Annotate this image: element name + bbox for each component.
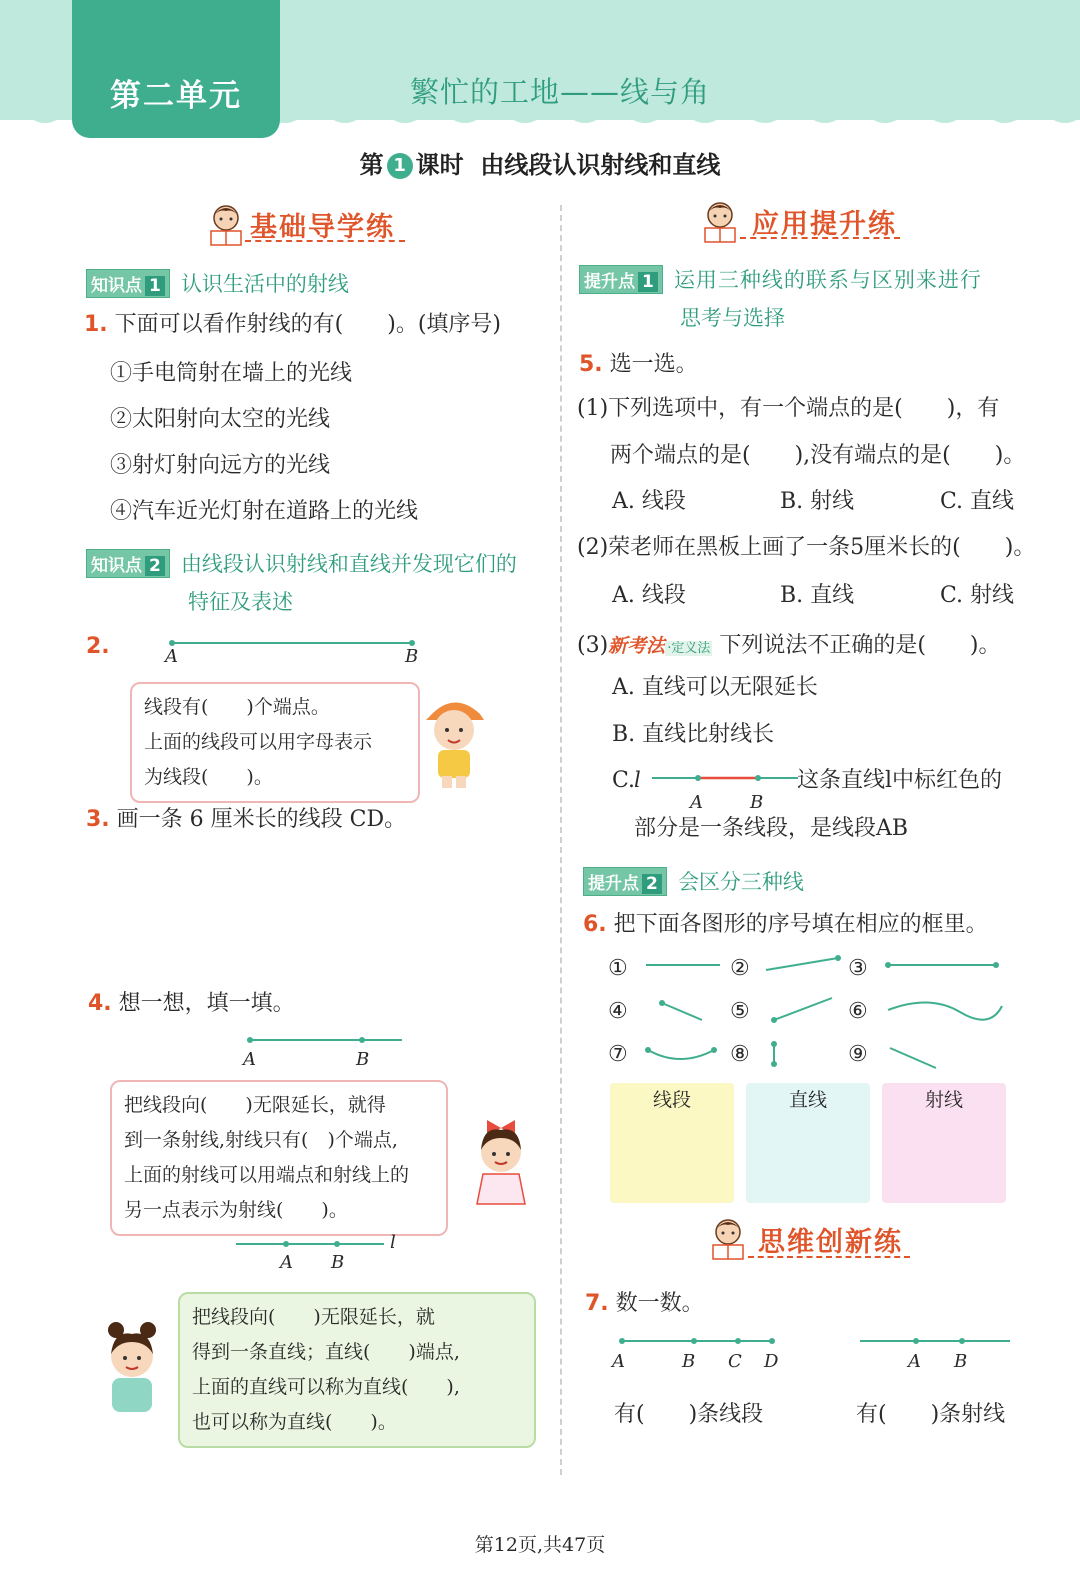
label-b: B [331,1252,345,1273]
point-a [283,1241,289,1247]
boy-with-cap-illustration [418,690,490,790]
lesson-title [0,145,1080,180]
point-b [959,1338,965,1344]
page-number: 第12页,共47页 [474,1534,606,1556]
bubble-line: 也可以称为直线( )。 [192,1411,397,1433]
label-a: A [908,1351,921,1372]
figure-5-endpoint [771,1017,777,1023]
q6 [583,912,988,938]
figure-mark-8: ⑧ [730,1042,750,1067]
q3 [86,807,406,833]
q4-ray-figure [240,1032,410,1052]
bubble-line: 线段有( )个端点。 [144,696,330,718]
lesson-suffix: 课时 [415,151,464,179]
figure-mark-4: ④ [608,999,628,1024]
q1-text: 下面可以看作射线的有( )。(填序号) [114,312,502,337]
kp1-tag-num: 1 [145,276,165,296]
label-l: l [634,768,641,792]
q5-part3-option-c-prefix: C. [612,768,636,793]
section-underline [740,237,900,239]
figure-4-endpoint [659,1000,665,1006]
kp2-text-line2: 特征及表述 [188,590,293,614]
figure-7-endpoint [711,1047,717,1053]
kp2-tag-label: 知识点 [91,556,142,576]
q6-number: 6. [583,912,607,937]
label-a: A [690,792,703,813]
bubble-line: 上面的线段可以用字母表示 [144,731,373,753]
point-c [735,1338,741,1344]
bubble-line: 把线段向( )无限延长，就得 [124,1094,386,1116]
knowledge-point-2 [86,548,517,578]
figure-5-ray [774,998,832,1020]
q7-text: 数一数。 [615,1291,704,1316]
point-b [755,775,761,781]
figure-mark-2: ② [730,956,750,981]
kp2-text-line1: 由线段认识射线和直线并发现它们的 [180,552,517,576]
q5-part3-option-b: B. 直线比射线长 [612,722,775,747]
q5-part2-text: (2)荣老师在黑板上画了一条5厘米长的( )。 [577,535,1036,560]
q4-text: 想一想，填一填。 [118,991,295,1016]
up1-text-line1: 运用三种线的联系与区别来进行 [673,268,982,292]
label-b: B [356,1049,370,1070]
point-b [691,1338,697,1344]
up2-text: 会区分三种线 [677,870,804,894]
q4-number: 4. [88,991,112,1016]
q5-part3-option-c-text: 这条直线l中标红色的 [797,768,1003,793]
q5-part2-option-a: A. 线段 [612,583,686,608]
q7-segment-figure [612,1333,782,1353]
section-basic-title: 基础导学练 [250,212,395,243]
up1-tag-label: 提升点 [584,272,635,292]
q5-part3-text: 下列说法不正确的是( )。 [719,633,1001,658]
label-b: B [682,1351,696,1372]
figure-mark-7: ⑦ [608,1042,628,1067]
q5-number: 5. [579,352,603,377]
q7 [585,1291,704,1317]
q3-number: 3. [86,807,110,832]
section-innovation-title: 思维创新练 [758,1227,903,1258]
answer-box-ray[interactable] [882,1083,1006,1203]
point-a [913,1338,919,1344]
figure-mark-9: ⑨ [848,1042,868,1067]
q7-number: 7. [585,1291,609,1316]
q5-part1-option-b: B. 射线 [780,489,855,514]
figure-4-segment [662,1003,702,1020]
q6-figures [640,950,1020,1080]
q5-part3-prefix: (3) [577,633,609,658]
lesson-name: 由线段认识射线和直线 [480,151,721,179]
point-b [359,1037,365,1043]
figure-9-line [890,1048,936,1068]
figure-7-curve [648,1050,714,1059]
girl-with-buns-illustration [96,1316,168,1416]
label-a: A [165,646,178,667]
answer-box-label: 直线 [788,1089,827,1111]
figure-6-curve [888,1002,1002,1019]
figure-3-endpoint [885,962,891,968]
q1 [84,312,501,338]
kp2-tag [86,549,170,578]
q7-answer-segments: 有( )条线段 [614,1402,764,1427]
figure-3-endpoint [993,962,999,968]
theme-title: 繁忙的工地——线与角 [410,75,711,109]
student-reading-icon [708,1217,748,1261]
figure-2-ray [766,958,838,970]
q5 [579,352,698,378]
label-b: B [405,646,419,667]
label-b: B [750,792,764,813]
bubble-line: 到一条射线,射线只有( )个端点, [124,1129,398,1151]
label-a: A [243,1049,256,1070]
up1-text-line2: 思考与选择 [680,306,785,330]
label-a: A [280,1252,293,1273]
bubble-line: 另一点表示为射线( )。 [124,1199,348,1221]
up2-tag-num: 2 [642,874,662,894]
q5-part2-option-b: B. 直线 [780,583,855,608]
q4-line-figure [234,1236,404,1256]
q5-part2-option-c: C. 射线 [940,583,1015,608]
knowledge-point-1 [86,268,349,298]
student-reading-icon [700,200,740,244]
q4-speech-bubble-2 [178,1292,536,1448]
q5-part3-option-a: A. 直线可以无限延长 [612,675,818,700]
point-d [769,1338,775,1344]
point-a [695,775,701,781]
up2-tag-label: 提升点 [588,874,639,894]
q2-number: 2. [86,634,110,659]
lesson-prefix: 第 [359,151,384,179]
q5-part1-line1: (1)下列选项中，有一个端点的是( )，有 [577,396,1000,421]
q1-option: ④汽车近光灯射在道路上的光线 [110,499,419,524]
q1-number: 1. [84,312,108,337]
q5-part1-option-c: C. 直线 [940,489,1015,514]
kp1-tag [86,269,170,298]
q1-option: ①手电筒射在墙上的光线 [110,361,353,386]
section-underline [748,1256,910,1258]
bubble-line: 上面的直线可以称为直线( ), [192,1376,460,1398]
point-b [334,1241,340,1247]
q7-answer-rays: 有( )条射线 [856,1402,1006,1427]
label-b: B [954,1351,968,1372]
point-a [619,1338,625,1344]
q7-line-figure [858,1333,1018,1353]
kp1-tag-label: 知识点 [91,276,142,296]
figure-8-endpoint [771,1041,777,1047]
q2-segment-figure [160,635,430,675]
figure-7-endpoint [645,1047,651,1053]
kp1-text: 认识生活中的射线 [180,272,349,296]
kp2-tag-num: 2 [145,556,165,576]
section-application-title: 应用提升练 [752,209,897,240]
q5-part1-option-a: A. 线段 [612,489,686,514]
q4-speech-bubble-1 [110,1080,448,1236]
new-exam-badge: 新考法 [608,635,666,657]
figure-mark-3: ③ [848,956,868,981]
label-a: A [612,1351,625,1372]
q6-text: 把下面各图形的序号填在相应的框里。 [613,912,988,937]
q5-part3-option-c-text2: 部分是一条线段，是线段AB [634,816,909,841]
point-a [247,1037,253,1043]
figure-mark-5: ⑤ [730,999,750,1024]
label-d: D [764,1351,779,1372]
label-c: C [728,1351,742,1372]
q2-speech-bubble [130,682,420,803]
up1-tag [579,265,663,294]
label-l: l [390,1232,396,1253]
bubble-line: 把线段向( )无限延长，就 [192,1306,435,1328]
figure-mark-1: ① [608,956,628,981]
answer-box-line[interactable] [746,1083,870,1203]
upgrade-point-1 [579,264,982,294]
figure-mark-6: ⑥ [848,999,868,1024]
unit-title: 第二单元 [110,78,242,114]
figure-2-endpoint [835,955,841,961]
up1-tag-num: 1 [638,272,658,292]
answer-box-segment[interactable] [610,1083,734,1203]
upgrade-point-2 [583,866,804,896]
q5-text: 选一选。 [609,352,698,377]
girl-with-bow-illustration [465,1110,537,1210]
section-underline [245,240,405,242]
answer-box-label: 线段 [652,1089,691,1111]
q4 [88,991,295,1017]
up2-tag [583,867,667,896]
bubble-line: 上面的射线可以用端点和射线上的 [124,1164,410,1186]
figure-8-endpoint [771,1061,777,1067]
student-reading-icon [206,203,246,247]
q5-part1-line2: 两个端点的是( ),没有端点的是( )。 [610,443,1026,468]
lesson-number-badge: 1 [387,153,413,179]
q3-text: 画一条 6 厘米长的线段 CD。 [116,807,407,832]
new-exam-badge-sub: ·定义法 [667,641,711,656]
q1-option: ②太阳射向太空的光线 [110,407,331,432]
answer-box-label: 射线 [924,1089,963,1111]
bubble-line: 得到一条直线；直线( )端点, [192,1341,460,1363]
column-divider [560,205,562,1475]
q1-option: ③射灯射向远方的光线 [110,453,331,478]
q5-part3 [577,633,1001,659]
bubble-line: 为线段( )。 [144,766,273,788]
unit-tab [72,0,280,138]
q5-line-figure [650,770,800,790]
